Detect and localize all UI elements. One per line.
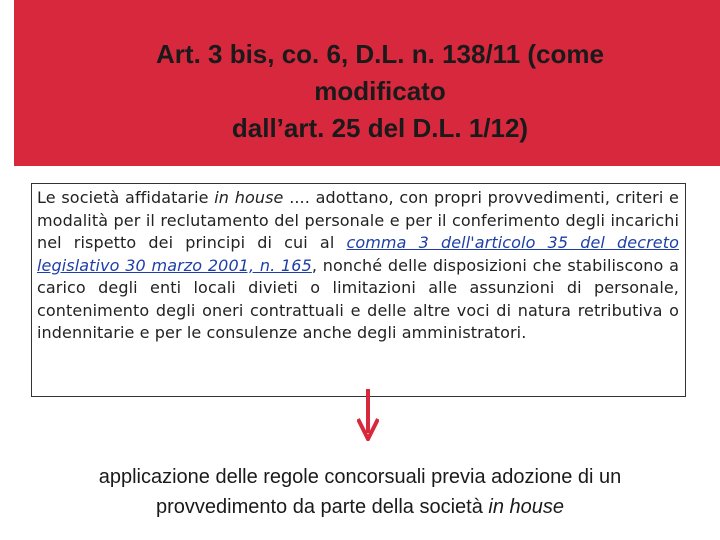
footer-line-2: [20, 492, 700, 522]
title-line-1: Art. 3 bis, co. 6, D.L. n. 138/11 (come: [156, 39, 604, 69]
slide-title: [40, 36, 720, 147]
body-text-part-3: , nonché delle disposizioni che stabiliscono a carico degli enti locali divieti o limitazioni alle assunzioni di personale, contenimento degli oneri contrattuali e delle altre voci di natura retributiva o indennitarie e per le consulenze anche degli amministratori.: [37, 255, 679, 342]
footer-line-2-prefix: provvedimento da parte della società: [155, 496, 489, 518]
title-line-3: dall’art. 25 del D.L. 1/12): [231, 113, 529, 143]
footer-in-house-italic: in house: [488, 496, 565, 518]
law-reference-link[interactable]: comma 3 dell'articolo 35 del decreto legislativo 30 marzo 2001, n. 165: [37, 233, 680, 275]
down-arrow-icon: [357, 389, 379, 441]
law-text-box: [31, 183, 686, 397]
body-text-part-1: Le società affidatarie: [37, 188, 215, 207]
in-house-italic: in house: [214, 188, 284, 207]
footer-line-1: applicazione delle regole concorsuali previa adozione di un: [98, 466, 622, 488]
title-line-2: modificato: [314, 76, 446, 106]
footer-conclusion: [20, 462, 700, 522]
body-text-part-2: .... adottano, con propri provvedimenti, criteri e modalità per il reclutamento del personale e per il conferimento degli incarichi nel rispetto dei principi di cui al: [37, 188, 679, 252]
